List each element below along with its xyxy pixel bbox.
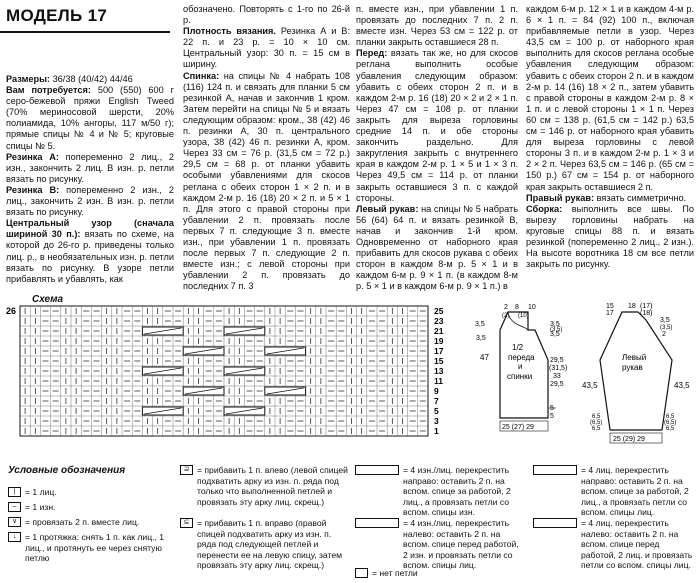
- sleeve-text: на спицы № 5 набрать 56 (64) 64 п. и вязать резинкой В, начав и закончив 1-й кром. Одновременно от наборного края прибавить для скосов рукава с обеих сторон в каждом 8-м р. 5 × 1 и в каждом 6-м р. 9 × 1 п. (в каждом 8-м р. 5 × 1 и в каждом 6-м р. 9 × 1 п.) в: [356, 203, 518, 292]
- body-center-2: переда: [508, 353, 535, 362]
- chart-row-number: 19: [434, 336, 444, 346]
- column-4: [526, 4, 694, 302]
- chart-row-number: 13: [434, 366, 444, 376]
- purl-symbol: –: [8, 502, 21, 512]
- sizes-label: Размеры:: [6, 74, 50, 84]
- chart-row-number: 5: [434, 406, 439, 416]
- chart-row-label-left: 26: [6, 306, 17, 316]
- cable-left-purl-symbol: [355, 518, 399, 528]
- cable-right-knit-symbol: [533, 465, 577, 475]
- back-text: на спицы № 4 набрать 108 (116) 124 п. и связать для планки 5 см резинкой А, начав и закончив 1 кром. Затем перейти на спицы № 5 и вязать следующим образом: кром., 38 (42) 46 п. резинки А, 30 п. центрального узора, 38 (42) 46 п. резинки А, кром. Через 33 см = 76 р. (31,5 см = 72 р.) 29,5 см = 68 р. от планки убавить особыми убавлениями для скосов реглана с обеих сторон 1 × 2 п. и в каждом 2-м р. 16 (18) 20 × 2 п. и 5 × 1 п. Для этого с правой стороны при убавлении 2 п. провязать после первых 7 п. следующие 3 п. вместе изн., при убавлении 1 п. провязать после первых 7 п. следующие 2 п. вместе изн.; с левой стороны при убавлении 2 п. провязать до последних 7 п. 3: [183, 70, 350, 292]
- sleeve-top-18: (18): [640, 310, 653, 317]
- need-text: 500 (550) 600 г серо-бежевой пряжи English Tweed (70% мериносовой шерсти, 20% полиамида, 10% ангоры, 117 м/50 г); прямые спицы № 4 и № 5; круговые спицы № 5.: [6, 85, 174, 151]
- cable-left-knit-symbol: [533, 518, 577, 528]
- col4-text1: каждом 6-м р. 12 × 1 и в каждом 4-м р. 6 × 1 п. = 84 (92) 100 п., включая прибавляемые петли в узор. Через 43,5 см = 100 р. от наборного края выполнить для скосов реглана особые убавления следующим образом: убавить с обеих сторон 2 п. и в каждом 2-м р. 14 (16) 18 × 2 п., затем убавить с правой стороны в каждом 2-м р. 8 × 1 п. и с левой стороны 1 × 1 п. Через 60 см = 138 р. (61,5 см = 142 р.) 63,5 см = 146 р. от наборного края убавить для выреза горловины с левой стороны 3 п. и в каждом 2-м р. 1 × 3 и 2 × 2 п. Через 63,5 см = 146 р. (65 см = 150 р.) 67 см = 154 р. от наборного края закрыть оставшиеся 2 п.: [526, 4, 694, 192]
- central-text: вязать по схеме, на которой до 26-го р. приведены только лиц. р., в необязательных изн. р. петли вязать по рисунку. В узоре петли прибавлять и убавлять, как: [6, 229, 174, 284]
- knitting-chart: [0, 300, 460, 440]
- sleeve-br-1: (6,5): [664, 420, 677, 426]
- body-side-sub: (3,5): [550, 327, 563, 333]
- legend-purl: [8, 502, 178, 513]
- chart-row-number: 11: [434, 376, 443, 386]
- legend-no-stitch: [355, 568, 525, 579]
- column-2: [183, 4, 350, 302]
- body-diagram: [470, 300, 580, 450]
- front-label: Перед:: [356, 48, 388, 59]
- legend-cross-right-purl: [355, 465, 525, 518]
- legend-cross-right-knit: [533, 465, 695, 518]
- legend-knit: [8, 487, 178, 498]
- legend-inc-right: [180, 518, 350, 571]
- sleeve-left-43-5: 43,5: [582, 381, 598, 390]
- chart-row-number: 7: [434, 396, 439, 406]
- body-center-1: 1/2: [512, 343, 524, 352]
- sleeve-bl-0: 6,5: [592, 414, 601, 420]
- density-text: Резинка А и В: 22 п. и 23 р. = 10 × 10 см. Центральный узор: 30 п. = 15 см в ширину.: [183, 26, 350, 70]
- body-top-8: 8: [515, 304, 519, 311]
- title-rule: [0, 31, 170, 33]
- cable-right-knit-text: = 4 лиц. перекрестить направо: оставить 2 п. на вспом. спице за работой, 2 лиц., а провязать петли со вспом. спицы лиц.: [581, 465, 689, 518]
- body-side-3-5-c: 3,5: [550, 331, 560, 338]
- ribA-text: попеременно 2 лиц., 2 изн., закончить 2 лиц. В изн. р. петли вязать по рисунку.: [6, 151, 174, 184]
- page-title: МОДЕЛЬ 17: [6, 6, 108, 25]
- no-stitch-symbol: [355, 568, 368, 578]
- body-right-29-5b: 29,5: [550, 381, 564, 388]
- no-stitch-text: = нет петли: [372, 568, 418, 578]
- ribB-label: Резинка В:: [6, 184, 60, 195]
- legend-cross-left-knit: [533, 518, 695, 571]
- sleeve-right-43-5: 43,5: [674, 381, 690, 390]
- body-side-3-5-a: 3,5: [475, 321, 485, 328]
- sleeve-bl-2: 6,5: [592, 426, 601, 432]
- sleeve-bl-1: (6,5): [590, 420, 603, 426]
- sleeve-center-2: рукав: [622, 363, 643, 372]
- body-side-3-5-b: 3,5: [550, 321, 560, 328]
- ribA-label: Резинка А:: [6, 151, 59, 162]
- inc-right-symbol: ⊆: [180, 518, 193, 528]
- legend-title: Условные обозначения: [8, 465, 126, 476]
- sleeve-label: Левый рукав:: [356, 203, 419, 214]
- chart-row-number: 3: [434, 416, 439, 426]
- back-label: Спинка:: [183, 70, 220, 81]
- skp-symbol: ↓: [8, 532, 21, 542]
- sleeve-tr-sub: (3,5): [660, 325, 673, 331]
- body-mid-left: 3,5: [476, 335, 486, 342]
- legend-k2tog: [8, 517, 178, 528]
- body-top-sub-1: (10): [518, 313, 529, 319]
- body-center-4: спинки: [507, 372, 533, 381]
- chart-row-number: 21: [434, 326, 444, 336]
- chart-row-number: 15: [434, 356, 444, 366]
- sleeve-top-17b: (17): [640, 303, 653, 310]
- schema-label: Схема: [32, 294, 64, 305]
- body-right-33: 33: [553, 373, 561, 380]
- assembly-label: Сборка:: [526, 203, 563, 214]
- chart-row-number: 23: [434, 316, 444, 326]
- col2-text1: обозначено. Повторять с 1-го по 26-й р.: [183, 4, 350, 26]
- sleeve-tr-2: 2: [662, 331, 666, 338]
- sleeve-br-0: 6,5: [666, 414, 675, 420]
- body-bottom-label: 25 (27) 29: [502, 424, 534, 431]
- body-right-29-5: 29,5: [550, 357, 564, 364]
- cable-left-knit-text: = 4 лиц. перекрестить налево: оставить 2 п. на вспом. спице перед работой, 2 лиц. и провязать петли со вспом. спицы лиц.: [581, 518, 693, 571]
- purl-text: = 1 изн.: [25, 502, 56, 512]
- legend-skp: [8, 532, 180, 564]
- col3-text1: п. вместе изн., при убавлении 1 п. провязать до последних 7 п. 2 п. вместе изн. Через 53 см = 122 р. от планки закрыть оставшиеся 28 п.: [356, 4, 518, 48]
- chart-row-number: 25: [434, 306, 444, 316]
- knit-symbol: |: [8, 487, 21, 497]
- front-text: вязать так же, но для скосов реглана выполнить особые убавления следующим образом: убавить с обеих сторон 2 п. и в каждом 2-м р. 16 (18) 20 × 2 и 2 × 1 п. Через 47 см = 108 р. от планки закрыть для выреза горловины средние 14 п. и обе стороны закончить раздельно. Для закругления закрыть с внутреннего края в каждом 2-м р. 1 × 5 и 1 × 3 п. Через 49,5 см = 114 р. от планки закрыть оставшиеся 3 п. с каждой стороны.: [356, 48, 518, 203]
- sleeve-top-15: 15: [606, 303, 614, 310]
- k2tog-symbol: ∨: [8, 517, 21, 527]
- cable-right-purl-symbol: [355, 465, 399, 475]
- right-sleeve-text: вязать симметрично.: [596, 192, 687, 203]
- k2tog-text: = провязать 2 п. вместе лиц.: [25, 517, 140, 527]
- body-center-3: и: [518, 362, 523, 371]
- sleeve-top-17: 17: [606, 310, 614, 317]
- chart-row-number: 9: [434, 386, 439, 396]
- legend-cross-left-purl: [355, 518, 525, 571]
- sizes-text: 36/38 (40/42) 44/46: [52, 74, 133, 84]
- sleeve-tr-3-5: 3,5: [660, 317, 670, 324]
- chart-row-number: 1: [434, 426, 439, 436]
- body-rb-5b: 5: [550, 413, 554, 420]
- need-label: Вам потребуется:: [6, 85, 91, 96]
- assembly-text: выполнить все швы. По вырезу горловины набрать на круговые спицы 88 п. и вязать резинкой (попеременно 2 лиц., 2 изн.). На высоте воротника 18 см все петли закрыть по рисунку.: [526, 203, 694, 270]
- cable-right-purl-text: = 4 изн./лиц. перекрестить направо: оставить 2 п. на вспом. спице за работой, 2 лиц., а провязать петли со вспом. спицы изн.: [403, 465, 511, 518]
- central-label: Центральный узор (сначала шириной 30 п.):: [6, 218, 174, 240]
- ribB-text: попеременно 2 изн., 2 лиц., закончить 2 изн. В изн. р. петли вязать по рисунку.: [6, 184, 174, 218]
- sleeve-br-2: 6,5: [666, 426, 675, 432]
- inc-left-text: = прибавить 1 п. влево (левой спицей подхватить арку из изн. п. ряда под только что выполненной петлей и провязать эту арку лиц. скрещ.): [197, 465, 348, 507]
- chart-row-numbers: [434, 306, 444, 436]
- inc-left-symbol: ⊇: [180, 465, 193, 475]
- sleeve-center-1: Левый: [622, 353, 647, 362]
- inc-right-text: = прибавить 1 п. вправо (правой спицей подхватить арку из изн. п. ряда под следующей петлей и перенести ее на левую спицу, затем провязать эту арку лиц. скрещ.): [197, 518, 343, 571]
- cable-left-purl-text: = 4 изн./лиц. перекрестить налево: оставить 2 п. на вспом. спице перед работой, 2 изн. и провязать петли со вспом. спицы лиц.: [403, 518, 519, 571]
- right-sleeve-label: Правый рукав:: [526, 192, 595, 203]
- sleeve-top-18b: 18: [628, 303, 636, 310]
- sleeve-bottom-label: 25 (29) 29: [613, 436, 645, 443]
- density-label: Плотность вязания.: [183, 26, 276, 37]
- chart-row-number: 17: [434, 346, 444, 356]
- body-rb-5a: 5: [550, 405, 554, 412]
- knit-text: = 1 лиц.: [25, 487, 57, 497]
- body-outline: [500, 312, 548, 418]
- body-left-47: 47: [480, 353, 489, 362]
- body-top-2: 2: [504, 304, 508, 311]
- sleeve-diagram: [580, 300, 698, 450]
- body-right-31-5: (31,5): [549, 365, 568, 372]
- column-1: [6, 74, 174, 314]
- body-top-10: 10: [528, 304, 536, 311]
- legend-inc-left: [180, 465, 350, 507]
- skp-text: = 1 протяжка: снять 1 п. как лиц., 1 лиц., и протянуть ее через снятую петлю: [25, 532, 165, 564]
- column-3: [356, 4, 518, 302]
- body-top-sub-0: (2): [502, 313, 510, 319]
